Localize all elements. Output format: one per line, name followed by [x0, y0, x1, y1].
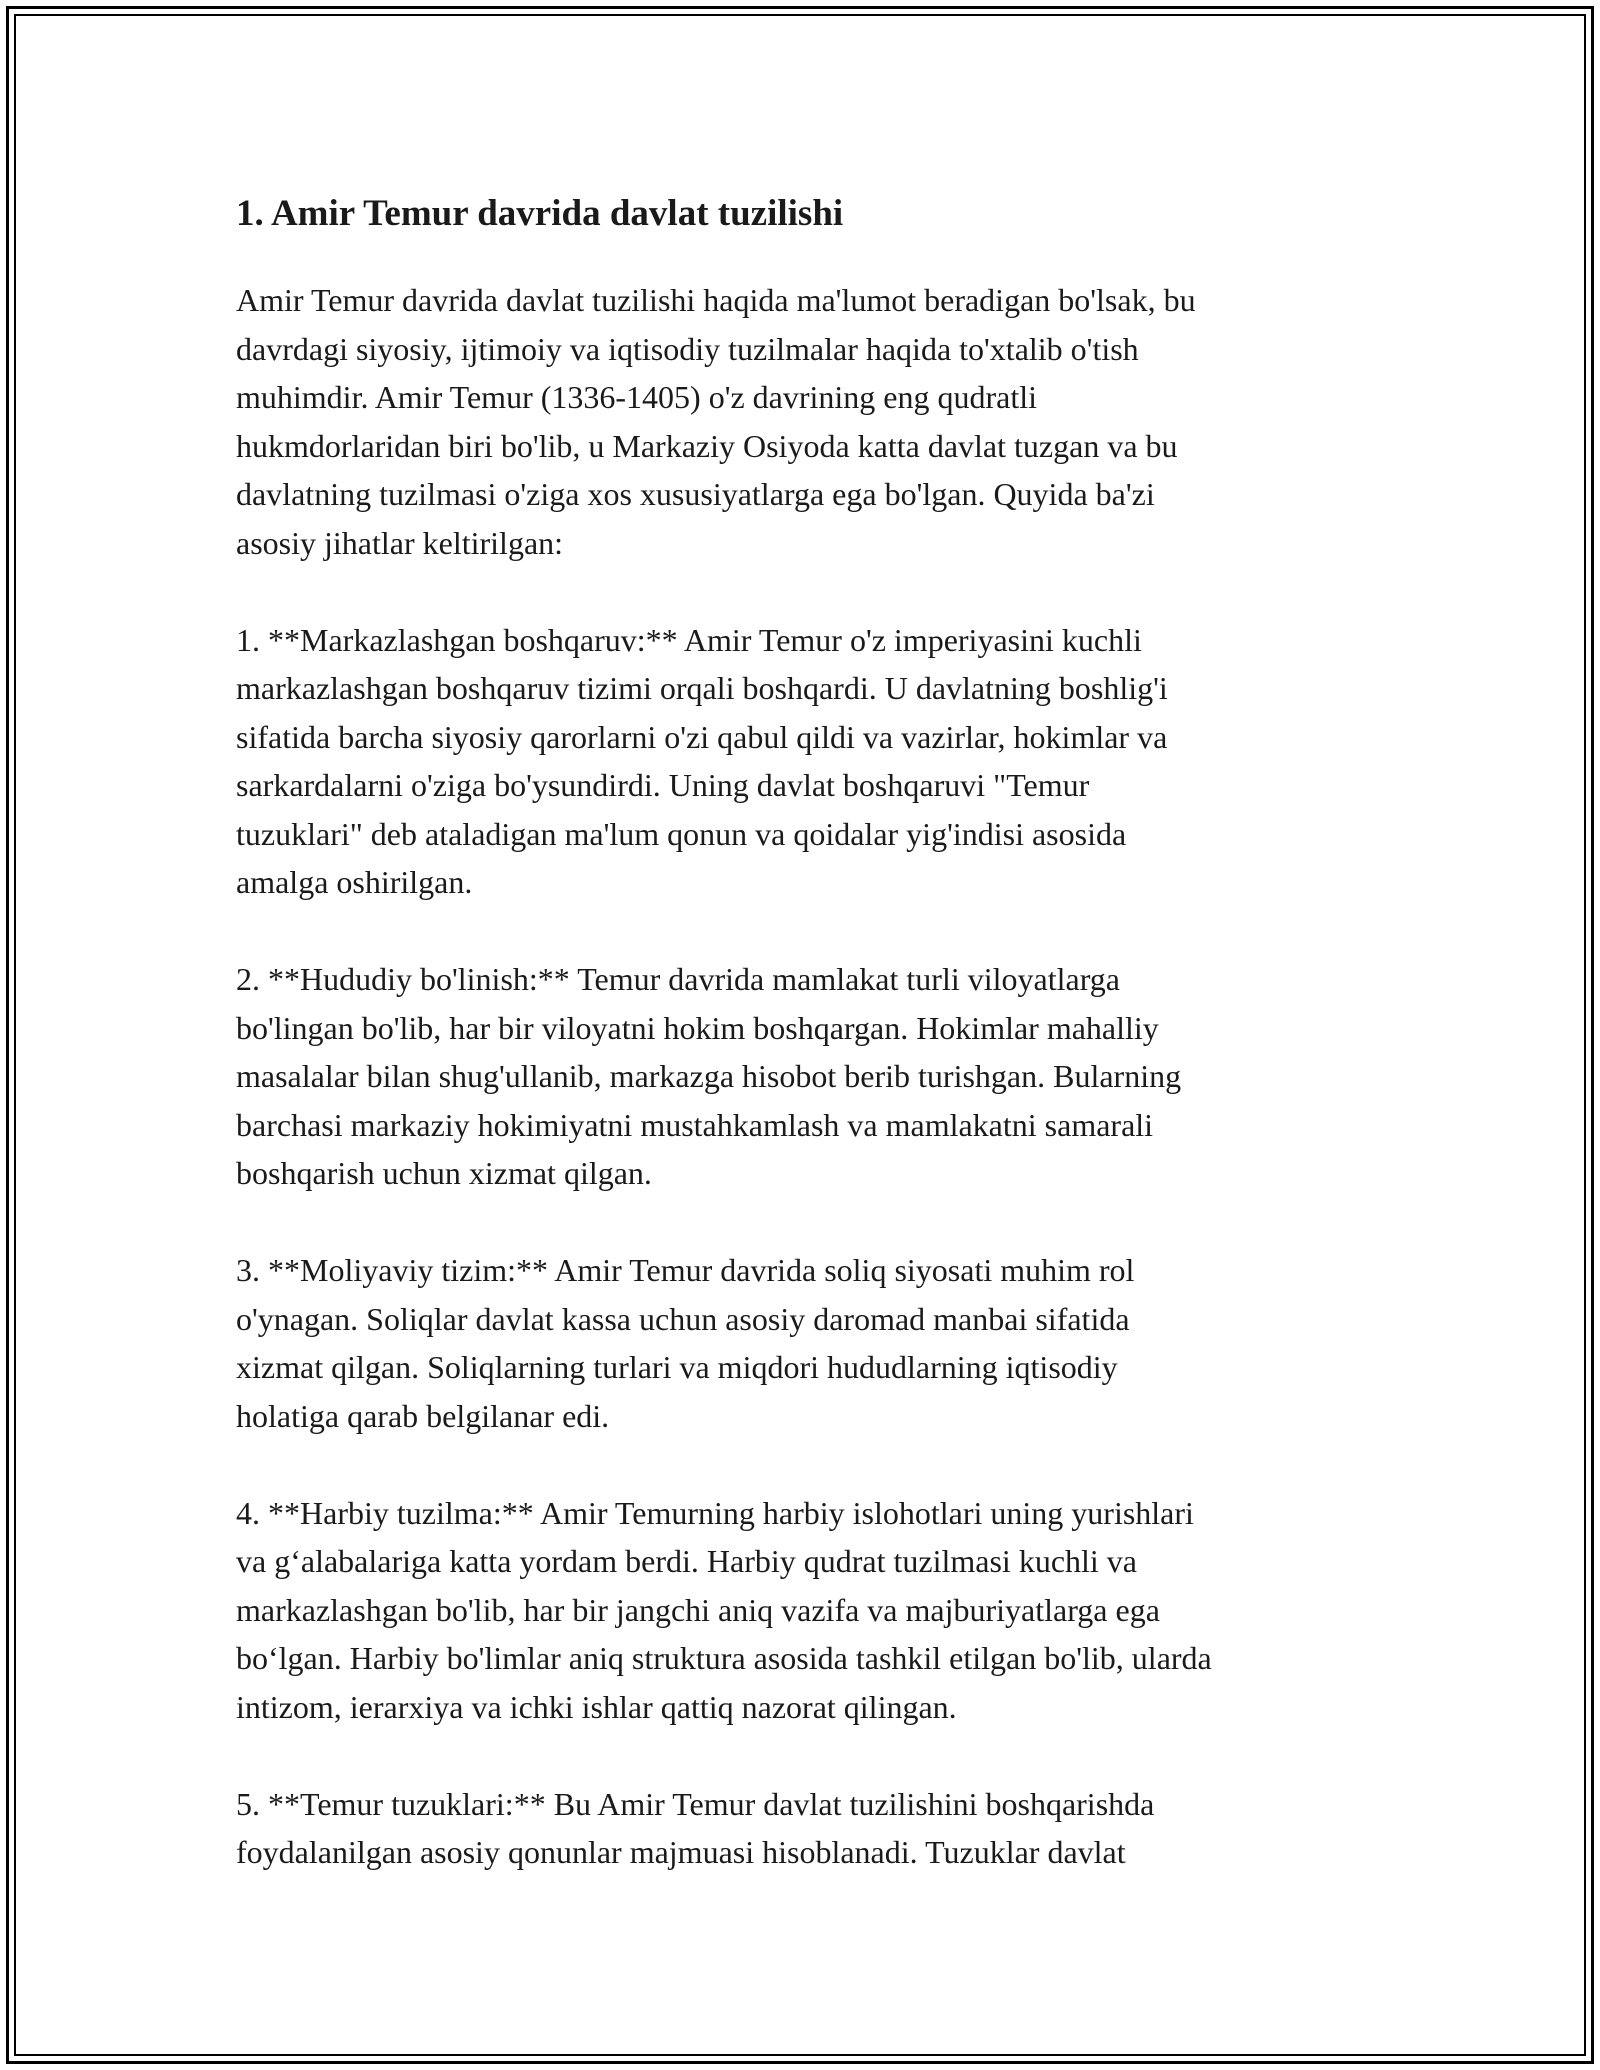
- text-line: asosiy jihatlar keltirilgan:: [236, 524, 564, 561]
- text-line: boshqarish uchun xizmat qilgan.: [236, 1155, 652, 1191]
- text-line: 1. **Markazlashgan boshqaruv:** Amir Temur o'z imperiyasini kuchli: [236, 621, 1142, 658]
- paragraph-5: [236, 1489, 1376, 1732]
- text-line: intizom, ierarxiya va ichki ishlar qattiq nazorat qilingan.: [236, 1688, 957, 1725]
- document-body: [236, 276, 1376, 1877]
- text-line: davlatning tuzilmasi o'ziga xos xususiyatlarga ega bo'lgan. Quyida ba'zi: [236, 476, 1155, 512]
- text-line: hukmdorlaridan biri bo'lib, u Markaziy Osiyoda katta davlat tuzgan va bu: [236, 427, 1178, 464]
- text-line: bo'lingan bo'lib, har bir viloyatni hokim boshqargan. Hokimlar mahalliy: [236, 1009, 1159, 1046]
- text-line: tuzuklari" deb ataladigan ma'lum qonun va qoidalar yig'indisi asosida: [236, 815, 1127, 852]
- text-line: sifatida barcha siyosiy qarorlarni o'zi qabul qildi va vazirlar, hokimlar va: [236, 718, 1168, 755]
- paragraph-1: [236, 276, 1376, 567]
- text-line: o'ynagan. Soliqlar davlat kassa uchun asosiy daromad manbai sifatida: [236, 1300, 1130, 1337]
- text-line: davrdagi siyosiy, ijtimoiy va iqtisodiy tuzilmalar haqida to'xtalib o'tish: [236, 330, 1139, 367]
- text-line: muhimdir. Amir Temur (1336-1405) o'z davrining eng qudratli: [236, 379, 1038, 415]
- paragraph-4: [236, 1246, 1376, 1440]
- text-line: barchasi markaziy hokimiyatni mustahkamlash va mamlakatni samarali: [236, 1106, 1154, 1143]
- paragraph-6: [236, 1780, 1376, 1877]
- text-line: foydalanilgan asosiy qonunlar majmuasi hisoblanadi. Tuzuklar davlat: [236, 1834, 1126, 1870]
- text-line: sarkardalarni o'ziga bo'ysundirdi. Uning davlat boshqaruvi "Temur: [236, 767, 1090, 803]
- text-line: 5. **Temur tuzuklari:** Bu Amir Temur davlat tuzilishini boshqarishda: [236, 1785, 1155, 1822]
- document-page: [236, 186, 1376, 1925]
- paragraph-3: [236, 955, 1376, 1198]
- text-line: 4. **Harbiy tuzilma:** Amir Temurning harbiy islohotlari uning yurishlari: [236, 1494, 1194, 1531]
- paragraph-2: [236, 616, 1376, 907]
- text-line: holatiga qarab belgilanar edi.: [236, 1397, 610, 1434]
- document-title: 1. Amir Temur davrida davlat tuzilishi: [236, 193, 844, 234]
- text-line: 3. **Moliyaviy tizim:** Amir Temur davrida soliq siyosati muhim rol: [236, 1252, 1135, 1288]
- text-line: bo‘lgan. Harbiy bo'limlar aniq struktura asosida tashkil etilgan bo'lib, ularda: [236, 1640, 1212, 1676]
- text-line: markazlashgan bo'lib, har bir jangchi aniq vazifa va majburiyatlarga ega: [236, 1591, 1160, 1628]
- text-line: amalga oshirilgan.: [236, 864, 473, 900]
- text-line: markazlashgan boshqaruv tizimi orqali boshqardi. U davlatning boshlig'i: [236, 670, 1168, 706]
- text-line: va g‘alabalariga katta yordam berdi. Harbiy qudrat tuzilmasi kuchli va: [236, 1543, 1137, 1579]
- text-line: Amir Temur davrida davlat tuzilishi haqida ma'lumot beradigan bo'lsak, bu: [236, 282, 1196, 318]
- text-line: xizmat qilgan. Soliqlarning turlari va miqdori hududlarning iqtisodiy: [236, 1349, 1118, 1385]
- text-line: masalalar bilan shug'ullanib, markazga hisobot berib turishgan. Bularning: [236, 1058, 1182, 1094]
- text-line: 2. **Hududiy bo'linish:** Temur davrida mamlakat turli viloyatlarga: [236, 961, 1120, 997]
